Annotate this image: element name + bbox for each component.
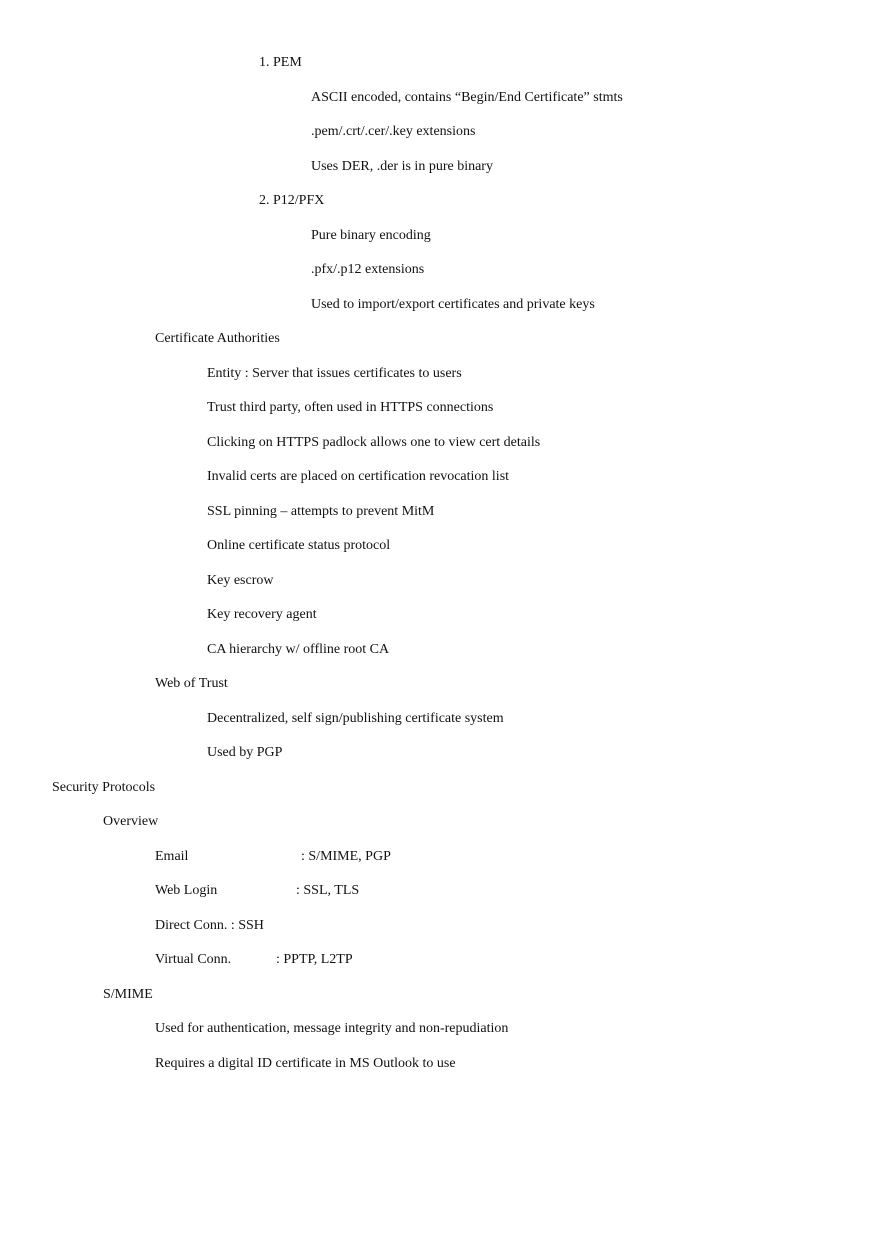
ca-heading: Certificate Authorities: [155, 331, 280, 346]
ca-item: SSL pinning – attempts to prevent MitM: [207, 504, 435, 519]
pem-item: .pem/.crt/.cer/.key extensions: [311, 124, 476, 139]
overview-row-value: : PPTP, L2TP: [276, 952, 353, 967]
overview-row-label: Virtual Conn.: [155, 952, 232, 967]
overview-row-value: : S/MIME, PGP: [301, 849, 391, 864]
ca-item: Clicking on HTTPS padlock allows one to view cert details: [207, 435, 541, 450]
ca-item: Entity : Server that issues certificates to users: [207, 366, 462, 381]
overview-row-label: Direct Conn. : SSH: [155, 918, 264, 933]
overview-heading: Overview: [103, 814, 159, 829]
overview-row-label: Email: [155, 849, 189, 864]
ca-item: Trust third party, often used in HTTPS connections: [207, 400, 494, 415]
pem-item: ASCII encoded, contains “Begin/End Certificate” stmts: [311, 90, 623, 105]
web-of-trust-item: Decentralized, self sign/publishing certificate system: [207, 711, 504, 726]
ca-item: Key escrow: [207, 573, 274, 588]
web-of-trust-item: Used by PGP: [207, 745, 283, 760]
web-of-trust-heading: Web of Trust: [155, 676, 228, 691]
ca-item: CA hierarchy w/ offline root CA: [207, 642, 390, 657]
ca-item: Key recovery agent: [207, 607, 317, 622]
ca-item: Invalid certs are placed on certification revocation list: [207, 469, 510, 484]
p12-item: .pfx/.p12 extensions: [311, 262, 425, 277]
overview-row-label: Web Login: [155, 883, 218, 898]
overview-row-value: : SSL, TLS: [296, 883, 360, 898]
p12-heading: 2. P12/PFX: [259, 193, 325, 208]
pem-item: Uses DER, .der is in pure binary: [311, 159, 493, 174]
security-protocols-heading: Security Protocols: [52, 780, 156, 795]
smime-item: Requires a digital ID certificate in MS Outlook to use: [155, 1056, 456, 1071]
smime-item: Used for authentication, message integrity and non-repudiation: [155, 1021, 509, 1036]
pem-heading: 1. PEM: [259, 55, 302, 70]
ca-item: Online certificate status protocol: [207, 538, 391, 553]
p12-item: Pure binary encoding: [311, 228, 431, 243]
smime-heading: S/MIME: [103, 987, 153, 1002]
p12-item: Used to import/export certificates and private keys: [311, 297, 595, 312]
